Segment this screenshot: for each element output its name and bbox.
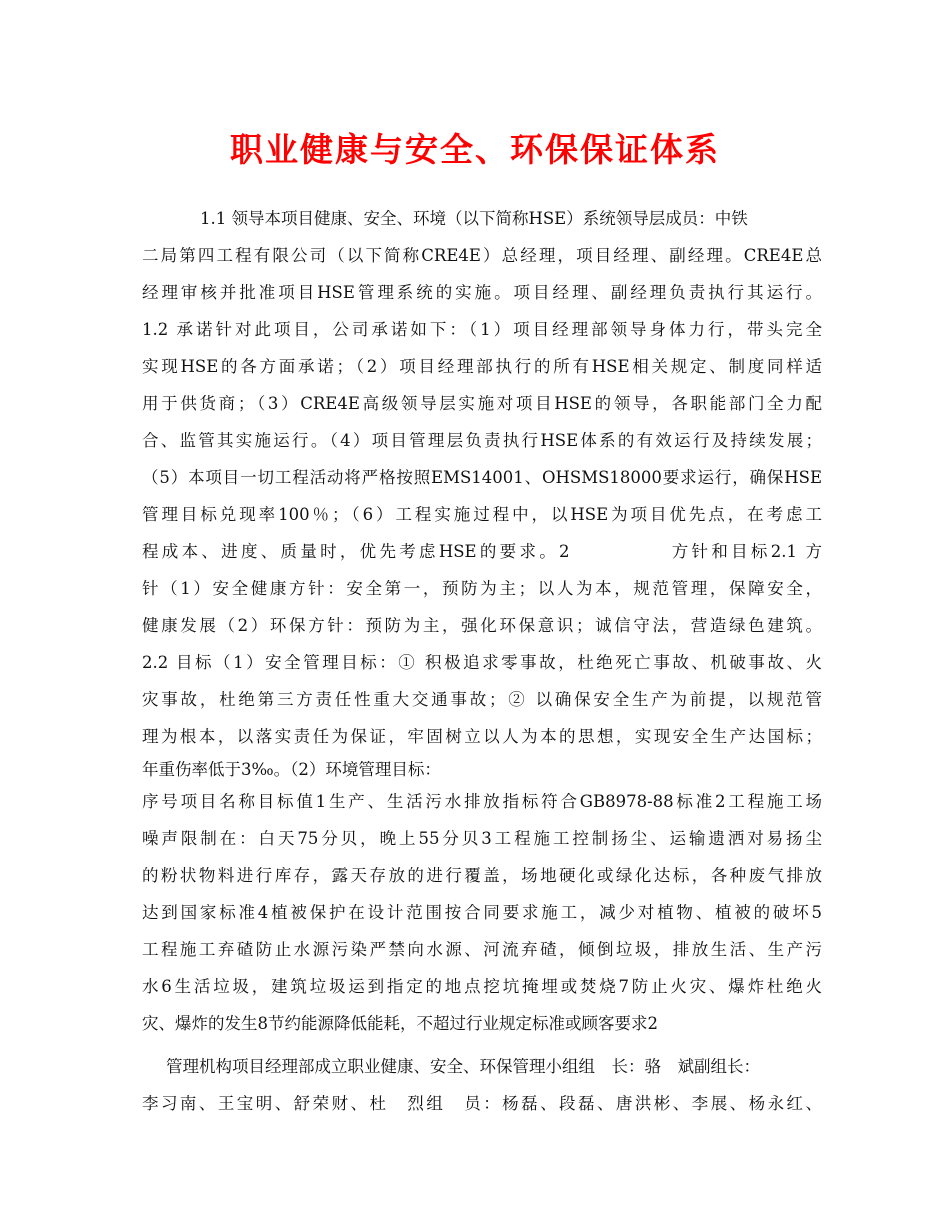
body-line-19: 的粉状物料进行库存，露天存放的进行覆盖，场地硬化或绿化达标，各种废气排放 [142, 866, 822, 885]
document-title: 职业健康与安全、环保保证体系 [230, 130, 720, 169]
body-line-5: 实现HSE的各方面承诺；（2）项目经理部执行的所有HSE相关规定、制度同样适 [142, 357, 822, 376]
body-line-22: 水6生活垃圾，建筑垃圾运到指定的地点挖坑掩埋或焚烧7防止火灾、爆炸杜绝火 [142, 977, 822, 996]
body-line-6: 用于供货商；（3）CRE4E高级领导层实施对项目HSE的领导，各职能部门全力配 [142, 394, 822, 413]
body-line-15: 理为根本，以落实责任为保证，牢固树立以人为本的思想，实现安全生产达国标； [142, 727, 822, 746]
body-line-8: （5）本项目一切工程活动将严格按照EMS14001、OHSMS18000要求运行，确保HSE [142, 468, 822, 487]
body-line-20: 达到国家标准4植被保护在设计范围按合同要求施工，减少对植物、植被的破坏5 [142, 903, 822, 922]
body-line-14: 灾事故，杜绝第三方责任性重大交通事故；② 以确保安全生产为前提，以规范管 [142, 690, 822, 709]
body-line-25: 李习南、王宝明、舒荣财、杜 烈组 员：杨磊、段磊、唐洪彬、李展、杨永红、 [142, 1094, 822, 1113]
body-line-4: 1.2 承诺针对此项目，公司承诺如下：（1）项目经理部领导身体力行，带头完全 [142, 320, 822, 339]
body-line-3: 经理审核并批准项目HSE管理系统的实施。项目经理、副经理负责执行其运行。 [142, 283, 822, 302]
body-line-24: 管理机构项目经理部成立职业健康、安全、环保管理小组组 长：骆 斌副组长： [166, 1057, 760, 1076]
body-line-10: 程成本、进度、质量时，优先考虑HSE的要求。2 方针和目标2.1 方 [142, 542, 822, 561]
body-line-13: 2.2 目标（1）安全管理目标：① 积极追求零事故，杜绝死亡事故、机破事故、火 [142, 653, 822, 672]
body-line-23: 灾、爆炸的发生8节约能源降低能耗，不超过行业规定标准或顾客要求2 [142, 1014, 658, 1033]
body-line-21: 工程施工弃碴防止水源污染严禁向水源、河流弃碴，倾倒垃圾，排放生活、生产污 [142, 940, 822, 959]
body-line-2: 二局第四工程有限公司（以下简称CRE4E）总经理，项目经理、副经理。CRE4E总 [142, 246, 822, 265]
body-line-12: 健康发展（2）环保方针：预防为主，强化环保意识；诚信守法，营造绿色建筑。 [142, 616, 822, 635]
body-line-1: 1.1 领导本项目健康、安全、环境（以下简称HSE）系统领导层成员：中铁 [200, 209, 748, 228]
body-line-11: 针（1）安全健康方针：安全第一，预防为主；以人为本，规范管理，保障安全， [142, 579, 822, 598]
body-line-18: 噪声限制在：白天75分贝，晚上55分贝3工程施工控制扬尘、运输遗洒对易扬尘 [142, 829, 822, 848]
body-line-9: 管理目标兑现率100％；（6）工程实施过程中，以HSE为项目优先点，在考虑工 [142, 505, 822, 524]
body-line-7: 合、监管其实施运行。（4）项目管理层负责执行HSE体系的有效运行及持续发展； [142, 431, 822, 450]
body-line-16: 年重伤率低于3‰。（2）环境管理目标： [142, 760, 441, 779]
body-line-17: 序号项目名称目标值1生产、生活污水排放指标符合GB8978-88标准2工程施工场 [142, 792, 822, 811]
